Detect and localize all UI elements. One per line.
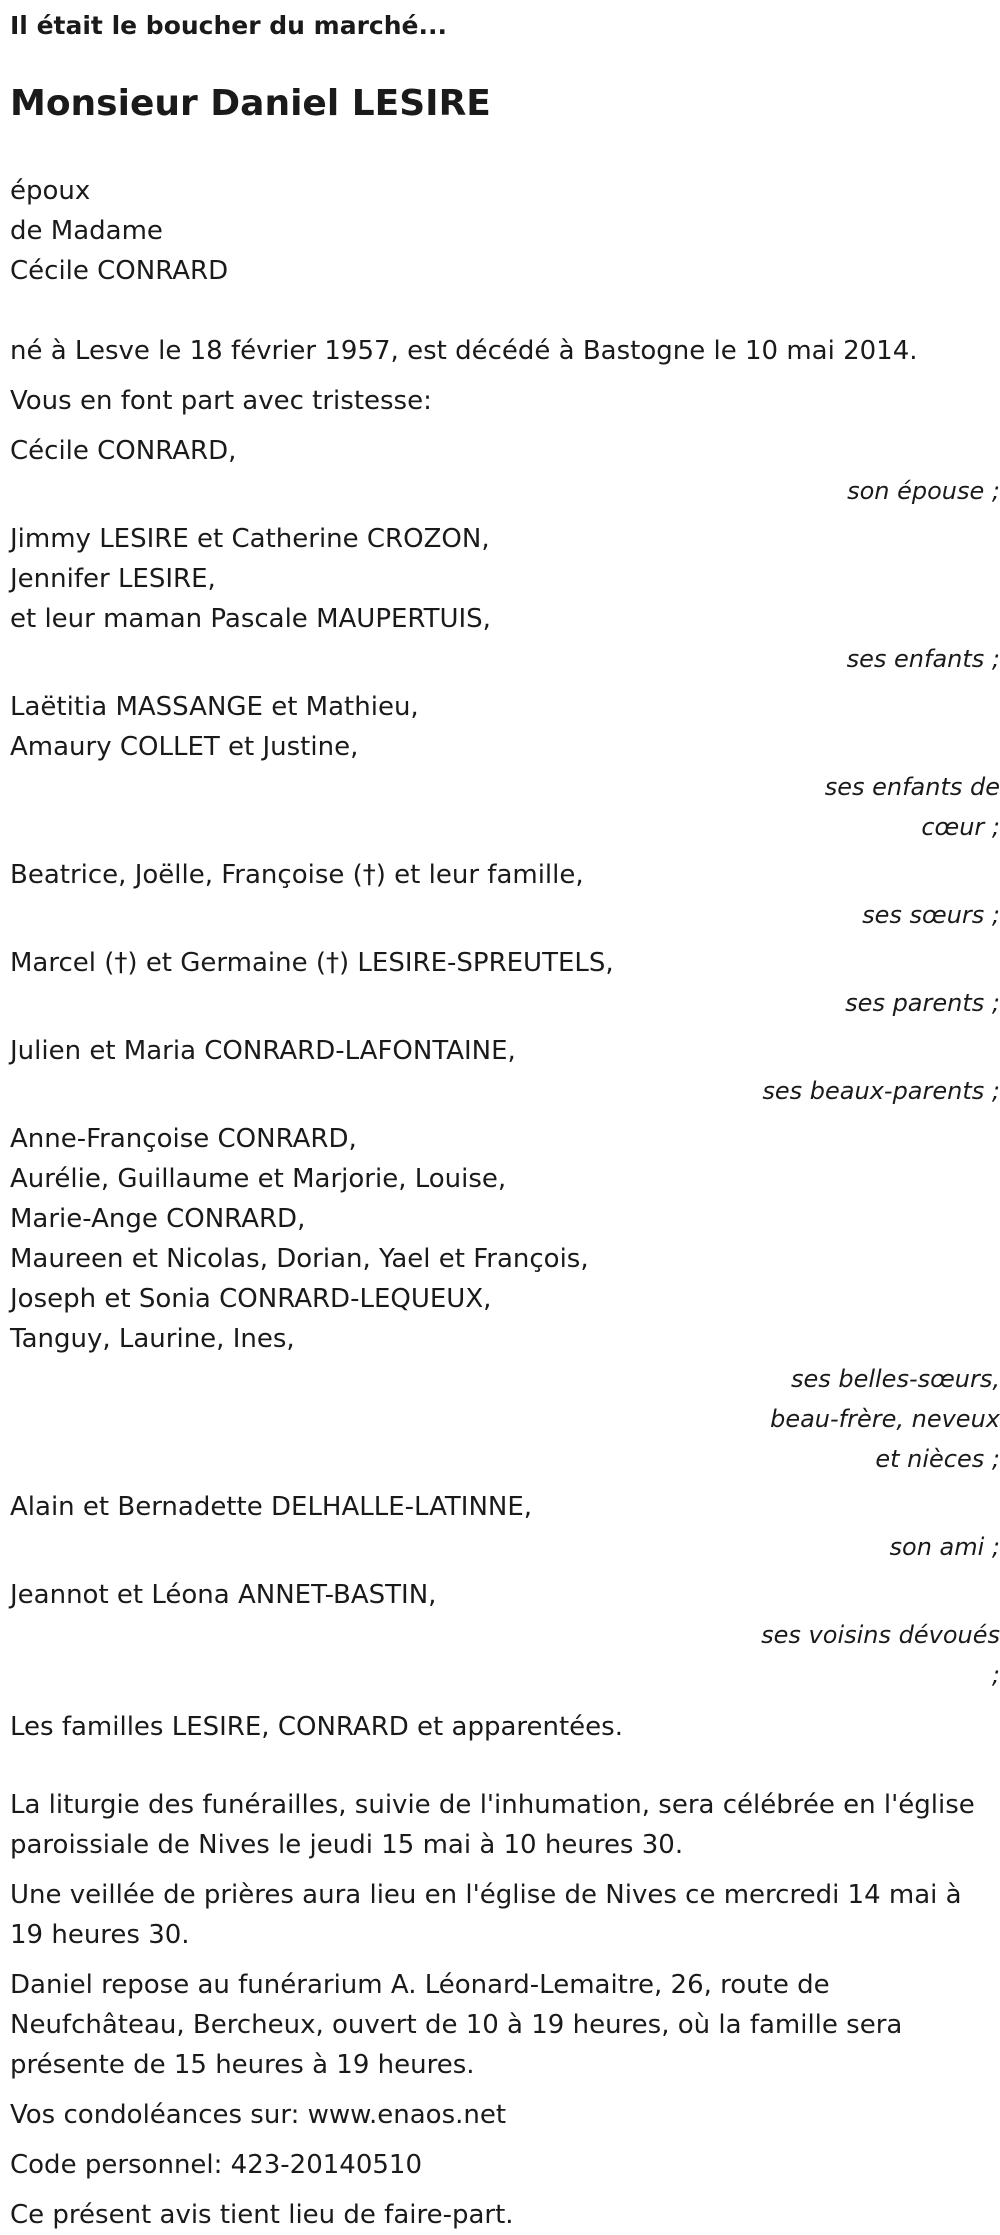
entry-names — [10, 1575, 1000, 1615]
entry-name-line: Tanguy, Laurine, Ines, — [10, 1324, 295, 1354]
entry-name-line: Beatrice, Joëlle, Françoise (†) et leur famille, — [10, 860, 584, 890]
entry-name-line: et leur maman Pascale MAUPERTUIS, — [10, 604, 491, 634]
entry-name-line: Marcel (†) et Germaine (†) LESIRE-SPREUTELS, — [10, 948, 614, 978]
paragraph-line: 19 heures 30. — [10, 1920, 190, 1950]
entry-name-line: Marie-Ange CONRARD, — [10, 1204, 306, 1234]
entry-name-line: Aurélie, Guillaume et Marjorie, Louise, — [10, 1164, 507, 1194]
info-paragraph — [10, 2145, 1000, 2185]
entry-name-line: Cécile CONRARD, — [10, 436, 237, 466]
families-line: Les familles LESIRE, CONRARD et apparentées. — [10, 1712, 623, 1742]
entry-name-line: Maureen et Nicolas, Dorian, Yael et François, — [10, 1244, 589, 1274]
entry-relation-line: son ami ; — [889, 1533, 1000, 1561]
entry-name-line: Jeannot et Léona ANNET-BASTIN, — [10, 1580, 437, 1610]
entry-names — [10, 855, 1000, 895]
paragraph-line: Code personnel: 423-20140510 — [10, 2150, 423, 2180]
family-entry — [10, 687, 1000, 847]
entry-name-line: Laëtitia MASSANGE et Mathieu, — [10, 692, 419, 722]
entry-relation-line: ; — [991, 1661, 1000, 1689]
entry-relation-line: ses sœurs ; — [862, 901, 1000, 929]
family-entry — [10, 855, 1000, 935]
family-entry — [10, 943, 1000, 1023]
paragraph-line: Ce présent avis tient lieu de faire-part. — [10, 2200, 514, 2230]
family-entries — [10, 431, 1000, 1695]
entry-relation — [10, 1359, 1000, 1479]
entry-relation — [10, 639, 1000, 679]
info-paragraph — [10, 1965, 1000, 2085]
entry-name-line: Julien et Maria CONRARD-LAFONTAINE, — [10, 1036, 516, 1066]
entry-name-line: Amaury COLLET et Justine, — [10, 732, 359, 762]
family-entry — [10, 431, 1000, 511]
paragraph-line: présente de 15 heures à 19 heures. — [10, 2050, 475, 2080]
entry-relation-line: son épouse ; — [847, 477, 1000, 505]
paragraph-line: Neufchâteau, Bercheux, ouvert de 10 à 19 heures, où la famille sera — [10, 2010, 903, 2040]
paragraph-line: La liturgie des funérailles, suivie de l'inhumation, sera célébrée en l'église — [10, 1790, 975, 1820]
intro-line: Il était le boucher du marché... — [10, 11, 447, 40]
entry-name-line: Alain et Bernadette DELHALLE-LATINNE, — [10, 1492, 533, 1522]
entry-name-line: Jimmy LESIRE et Catherine CROZON, — [10, 524, 490, 554]
entry-names — [10, 943, 1000, 983]
entry-names — [10, 687, 1000, 767]
paragraph-line: Une veillée de prières aura lieu en l'église de Nives ce mercredi 14 mai à — [10, 1880, 962, 1910]
paragraph-line: paroissiale de Nives le jeudi 15 mai à 10 heures 30. — [10, 1830, 684, 1860]
entry-names — [10, 1119, 1000, 1359]
paragraph-line: Vos condoléances sur: www.enaos.net — [10, 2100, 507, 2130]
entry-relation-line: ses enfants ; — [846, 645, 1000, 673]
entry-name-line: Jennifer LESIRE, — [10, 564, 216, 594]
entry-name-line: Joseph et Sonia CONRARD-LEQUEUX, — [10, 1284, 492, 1314]
entry-relation — [10, 1527, 1000, 1567]
entry-relation-line: ses parents ; — [845, 989, 1000, 1017]
info-paragraph — [10, 2195, 1000, 2235]
entry-relation-line: cœur ; — [921, 813, 1000, 841]
obituary-content — [10, 10, 1000, 2235]
entry-relation-line: et nièces ; — [875, 1445, 1000, 1473]
entry-names — [10, 1487, 1000, 1527]
entry-relation-line: ses belles-sœurs, — [790, 1365, 1000, 1393]
entry-relation — [10, 895, 1000, 935]
entry-relation-line: ses enfants de — [824, 773, 1000, 801]
entry-names — [10, 431, 1000, 471]
entry-name-line: Anne-Françoise CONRARD, — [10, 1124, 357, 1154]
spouse-block — [10, 171, 1000, 291]
info-paragraph — [10, 1875, 1000, 1955]
family-entry — [10, 1031, 1000, 1111]
family-entry — [10, 519, 1000, 679]
entry-names — [10, 519, 1000, 639]
deceased-name: Monsieur Daniel LESIRE — [10, 83, 491, 124]
birth-death-line: né à Lesve le 18 février 1957, est décédé à Bastogne le 10 mai 2014. — [10, 336, 918, 366]
info-paragraph — [10, 2095, 1000, 2135]
family-entry — [10, 1575, 1000, 1695]
announcement-line: Vous en font part avec tristesse: — [10, 386, 432, 416]
entry-names — [10, 1031, 1000, 1071]
entry-relation — [10, 1071, 1000, 1111]
entry-relation-line: beau-frère, neveux — [770, 1405, 1000, 1433]
spouse-line: Cécile CONRARD — [10, 256, 229, 286]
details-paragraphs — [10, 1785, 1000, 2235]
entry-relation-line: ses voisins dévoués — [761, 1621, 1000, 1649]
info-paragraph — [10, 1785, 1000, 1865]
entry-relation-line: ses beaux-parents ; — [762, 1077, 1000, 1105]
entry-relation — [10, 471, 1000, 511]
family-entry — [10, 1119, 1000, 1479]
paragraph-line: Daniel repose au funérarium A. Léonard-Lemaitre, 26, route de — [10, 1970, 830, 2000]
entry-relation — [10, 1615, 1000, 1695]
spouse-line: de Madame — [10, 216, 163, 246]
spouse-line: époux — [10, 176, 91, 206]
entry-relation — [10, 983, 1000, 1023]
family-entry — [10, 1487, 1000, 1567]
entry-relation — [10, 767, 1000, 847]
